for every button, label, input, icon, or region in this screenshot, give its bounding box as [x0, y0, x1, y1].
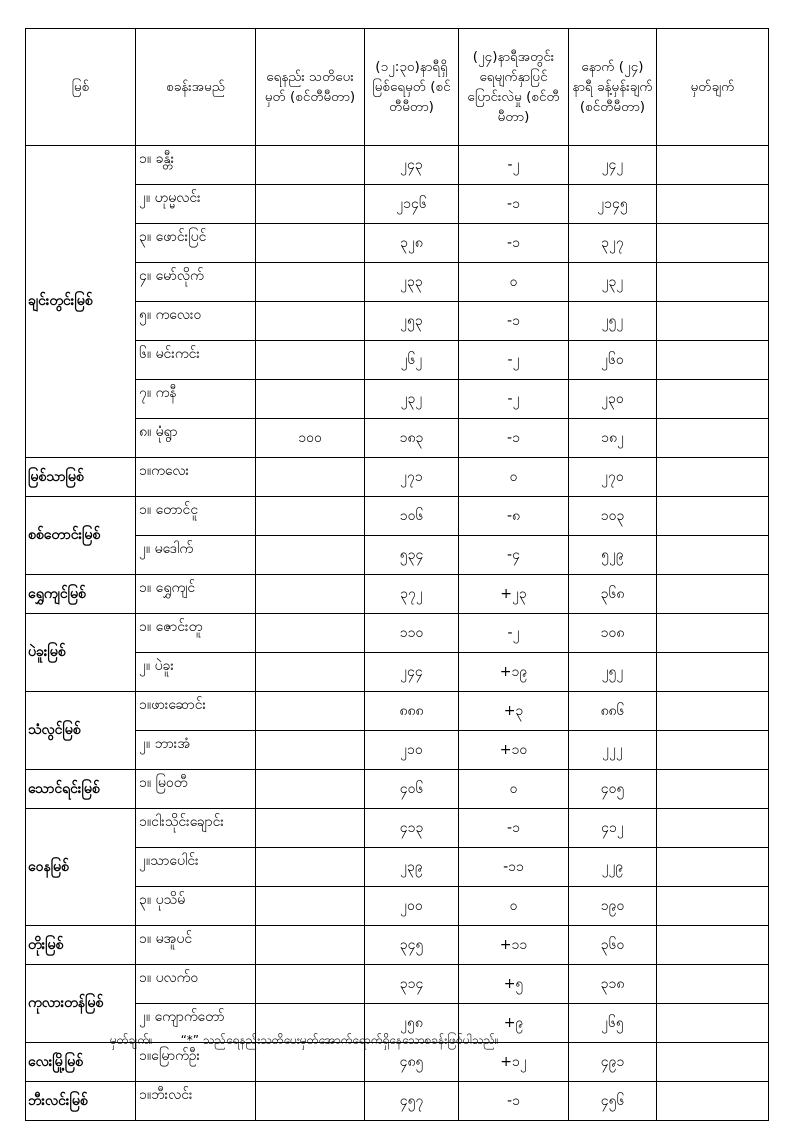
danger-level-cell — [256, 380, 365, 419]
table-row — [26, 887, 769, 926]
river-name-cell: လေးမြို့မြစ် — [26, 1043, 136, 1082]
change-cell: -၄ — [459, 536, 569, 575]
river-name-cell: ရွှေကျင်မြစ် — [26, 575, 136, 614]
remark-cell — [657, 146, 769, 185]
forecast-cell: ၂၂၉ — [569, 848, 657, 887]
forecast-cell: ၁၀၃ — [569, 497, 657, 536]
table-row — [26, 848, 769, 887]
remark-cell — [657, 302, 769, 341]
remark-cell — [657, 731, 769, 770]
station-cell: ၁။ဘီးလင်း — [136, 1082, 256, 1121]
water-level-cell: ၂၃၉ — [365, 848, 459, 887]
forecast-cell: ၁၈၂ — [569, 419, 657, 458]
forecast-cell: ၃၆၀ — [569, 926, 657, 965]
change-cell: +၃ — [459, 692, 569, 731]
table-row — [26, 536, 769, 575]
river-name-cell: ပဲခူးမြစ် — [26, 614, 136, 692]
station-cell: ၃။ ဖောင်းပြင် — [136, 224, 256, 263]
water-level-cell: ၂၅၃ — [365, 302, 459, 341]
water-level-cell: ၂၄၄ — [365, 653, 459, 692]
forecast-cell: ၂၅၂ — [569, 653, 657, 692]
river-name-cell: ကုလားတန်မြစ် — [26, 965, 136, 1043]
station-cell: ၁။ ဇောင်းတူ — [136, 614, 256, 653]
remark-cell — [657, 1043, 769, 1082]
water-level-cell: ၂၁၀ — [365, 731, 459, 770]
header-river: မြစ် — [26, 29, 136, 146]
river-name-cell: ချင်းတွင်းမြစ် — [26, 146, 136, 458]
water-level-cell: ၃၇၂ — [365, 575, 459, 614]
change-cell: -၁ — [459, 185, 569, 224]
station-cell: ၁။ ရွှေကျင် — [136, 575, 256, 614]
water-level-cell: ၄၁၃ — [365, 809, 459, 848]
remark-cell — [657, 497, 769, 536]
forecast-cell: ၄၁၂ — [569, 809, 657, 848]
danger-level-cell — [256, 614, 365, 653]
station-cell: ၅။ ကလေးဝ — [136, 302, 256, 341]
change-cell: -၂ — [459, 380, 569, 419]
water-level-cell: ၂၁၄၆ — [365, 185, 459, 224]
remark-cell — [657, 380, 769, 419]
danger-level-cell — [256, 146, 365, 185]
change-cell: +၂၃ — [459, 575, 569, 614]
remark-cell — [657, 224, 769, 263]
table-row — [26, 575, 769, 614]
header-station: စခန်းအမည် — [136, 29, 256, 146]
remark-cell — [657, 653, 769, 692]
change-cell: -၁ — [459, 1082, 569, 1121]
change-cell: -၂ — [459, 146, 569, 185]
remark-cell — [657, 614, 769, 653]
forecast-cell: ၈၈၆ — [569, 692, 657, 731]
forecast-cell: ၂၄၂ — [569, 146, 657, 185]
station-cell: ၂။ ဘားအံ — [136, 731, 256, 770]
danger-level-cell — [256, 302, 365, 341]
change-cell: -၁ — [459, 302, 569, 341]
station-cell: ၁။ မြဝတီ — [136, 770, 256, 809]
footnote-text: “*” သည်ရေနည်းသတိပေးမှတ်အောက်ရောက်ရှိနေသောစခန်းဖြစ်ပါသည်။ — [180, 1033, 499, 1047]
table-row — [26, 146, 769, 185]
station-cell: ၂။ ကျောက်တော် — [136, 1004, 256, 1043]
water-level-cell: ၄၅၇ — [365, 1082, 459, 1121]
table-row — [26, 653, 769, 692]
danger-level-cell — [256, 653, 365, 692]
forecast-cell: ၃၂၇ — [569, 224, 657, 263]
danger-level-cell — [256, 341, 365, 380]
forecast-cell: ၂၆၀ — [569, 341, 657, 380]
remark-cell — [657, 770, 769, 809]
station-cell: ၂။သာပေါင်း — [136, 848, 256, 887]
change-cell: +၉ — [459, 1004, 569, 1043]
change-cell: +၁၀ — [459, 731, 569, 770]
danger-level-cell — [256, 185, 365, 224]
station-cell: ၈။ မုံရွာ — [136, 419, 256, 458]
table-row — [26, 341, 769, 380]
change-cell: +၁၉ — [459, 653, 569, 692]
danger-level-cell — [256, 1082, 365, 1121]
danger-level-cell — [256, 731, 365, 770]
remark-cell — [657, 809, 769, 848]
water-level-cell: ၂၀၀ — [365, 887, 459, 926]
water-level-cell: ၁၈၃ — [365, 419, 459, 458]
table-row — [26, 380, 769, 419]
remark-cell — [657, 965, 769, 1004]
table-row — [26, 497, 769, 536]
water-level-cell: ၂၃၂ — [365, 380, 459, 419]
remark-cell — [657, 419, 769, 458]
forecast-cell: ၁၀၈ — [569, 614, 657, 653]
river-name-cell: သံလွင်မြစ် — [26, 692, 136, 770]
danger-level-cell — [256, 965, 365, 1004]
change-cell: +၅ — [459, 965, 569, 1004]
table-row — [26, 965, 769, 1004]
footnote — [110, 1032, 499, 1050]
change-cell: +၁၂ — [459, 1043, 569, 1082]
danger-level-cell — [256, 926, 365, 965]
station-cell: ၇။ ကနီ — [136, 380, 256, 419]
forecast-cell: ၅၂၉ — [569, 536, 657, 575]
forecast-cell: ၄၅၆ — [569, 1082, 657, 1121]
header-row — [26, 29, 769, 146]
water-level-cell: ၄၀၆ — [365, 770, 459, 809]
water-level-cell: ၂၃၃ — [365, 263, 459, 302]
table-row — [26, 185, 769, 224]
table-row — [26, 614, 769, 653]
station-cell: ၁။ ခန္တီး — [136, 146, 256, 185]
footnote-label: မှတ်ချက်။ — [110, 1033, 153, 1047]
change-cell: -၁ — [459, 419, 569, 458]
header-forecast: နောက် (၂၄) နာရီ ခန့်မှန်းချက် (စင်တီမီတာ) — [569, 29, 657, 146]
danger-level-cell — [256, 809, 365, 848]
river-name-cell: ဘီးလင်းမြစ် — [26, 1082, 136, 1121]
remark-cell — [657, 458, 769, 497]
forecast-cell: ၂၇၀ — [569, 458, 657, 497]
table-row — [26, 770, 769, 809]
table-row — [26, 458, 769, 497]
water-level-cell: ၈၈၈ — [365, 692, 459, 731]
water-level-cell: ၂၇၁ — [365, 458, 459, 497]
river-name-cell: သောင်ရင်းမြစ် — [26, 770, 136, 809]
change-cell: -၁ — [459, 809, 569, 848]
station-cell: ၁။ မအူပင် — [136, 926, 256, 965]
water-level-cell: ၅၃၄ — [365, 536, 459, 575]
forecast-cell: ၂၂၂ — [569, 731, 657, 770]
river-level-table — [25, 28, 769, 1121]
water-level-cell: ၁၁၀ — [365, 614, 459, 653]
danger-level-cell — [256, 263, 365, 302]
table-row — [26, 731, 769, 770]
danger-level-cell — [256, 224, 365, 263]
change-cell: ၀ — [459, 770, 569, 809]
remark-cell — [657, 1004, 769, 1043]
danger-level-cell — [256, 848, 365, 887]
water-level-cell: ၄၈၅ — [365, 1043, 459, 1082]
remark-cell — [657, 263, 769, 302]
forecast-cell: ၃၆၈ — [569, 575, 657, 614]
forecast-cell: ၂၃၂ — [569, 263, 657, 302]
change-cell: -၂ — [459, 341, 569, 380]
change-cell: ၀ — [459, 458, 569, 497]
forecast-cell: ၃၁၈ — [569, 965, 657, 1004]
remark-cell — [657, 887, 769, 926]
river-name-cell: တိုးမြစ် — [26, 926, 136, 965]
river-name-cell: စစ်တောင်းမြစ် — [26, 497, 136, 575]
table-row — [26, 1082, 769, 1121]
danger-level-cell — [256, 692, 365, 731]
table-row — [26, 692, 769, 731]
change-cell: +၁၁ — [459, 926, 569, 965]
header-remark: မှတ်ချက် — [657, 29, 769, 146]
remark-cell — [657, 341, 769, 380]
water-level-cell: ၂၆၂ — [365, 341, 459, 380]
remark-cell — [657, 1082, 769, 1121]
table-row — [26, 419, 769, 458]
station-cell: ၁။မြောက်ဦး — [136, 1043, 256, 1082]
station-cell: ၂။ ဟုမ္မလင်း — [136, 185, 256, 224]
station-cell: ၁။ကလေး — [136, 458, 256, 497]
water-level-cell: ၃၂၈ — [365, 224, 459, 263]
change-cell: -၂ — [459, 614, 569, 653]
remark-cell — [657, 848, 769, 887]
station-cell: ၄။ မော်လိုက် — [136, 263, 256, 302]
forecast-cell: ၂၅၂ — [569, 302, 657, 341]
station-cell: ၆။ မင်းကင်း — [136, 341, 256, 380]
remark-cell — [657, 575, 769, 614]
danger-level-cell: ၁၀၀ — [256, 419, 365, 458]
water-level-cell: ၃၄၅ — [365, 926, 459, 965]
remark-cell — [657, 185, 769, 224]
table-row — [26, 809, 769, 848]
change-cell: -၈ — [459, 497, 569, 536]
station-cell: ၁။ ပလက်ဝ — [136, 965, 256, 1004]
table-row — [26, 302, 769, 341]
forecast-cell: ၄၀၅ — [569, 770, 657, 809]
danger-level-cell — [256, 770, 365, 809]
remark-cell — [657, 692, 769, 731]
river-name-cell: မြစ်သာမြစ် — [26, 458, 136, 497]
table-row — [26, 224, 769, 263]
forecast-cell: ၄၉၁ — [569, 1043, 657, 1082]
change-cell: -၁ — [459, 224, 569, 263]
table-row — [26, 926, 769, 965]
station-cell: ၁။ငါးသိုင်းချောင်း — [136, 809, 256, 848]
station-cell: ၁။ တောင်ငူ — [136, 497, 256, 536]
station-cell: ၂။ မဒေါက် — [136, 536, 256, 575]
forecast-cell: ၂၆၅ — [569, 1004, 657, 1043]
change-cell: -၁၁ — [459, 848, 569, 887]
water-level-cell: ၃၁၄ — [365, 965, 459, 1004]
danger-level-cell — [256, 536, 365, 575]
remark-cell — [657, 536, 769, 575]
danger-level-cell — [256, 575, 365, 614]
remark-cell — [657, 926, 769, 965]
change-cell: ၀ — [459, 263, 569, 302]
table-row — [26, 263, 769, 302]
forecast-cell: ၂၃၀ — [569, 380, 657, 419]
water-level-cell: ၁၀၆ — [365, 497, 459, 536]
station-cell: ၂။ ပဲခူး — [136, 653, 256, 692]
water-level-cell: ၂၄၃ — [365, 146, 459, 185]
danger-level-cell — [256, 497, 365, 536]
forecast-cell: ၂၁၄၅ — [569, 185, 657, 224]
header-danger-level: ရေနည်း သတိပေးမှတ် (စင်တီမီတာ) — [256, 29, 365, 146]
danger-level-cell — [256, 887, 365, 926]
header-water-level: (၁၂:၃၀)နာရီရှိ မြစ်ရေမှတ် (စင်တီမီတာ) — [365, 29, 459, 146]
water-level-cell: ၂၅၈ — [365, 1004, 459, 1043]
danger-level-cell — [256, 458, 365, 497]
station-cell: ၃။ ပုသိမ် — [136, 887, 256, 926]
change-cell: ၀ — [459, 887, 569, 926]
station-cell: ၁။ဖားဆောင်း — [136, 692, 256, 731]
forecast-cell: ၁၉၀ — [569, 887, 657, 926]
header-24h-change: (၂၄)နာရီအတွင်း ရေမျက်နှာပြင် ပြောင်းလဲမှု (စင်တီမီတာ) — [459, 29, 569, 146]
river-name-cell: ဝေနမြစ် — [26, 809, 136, 926]
